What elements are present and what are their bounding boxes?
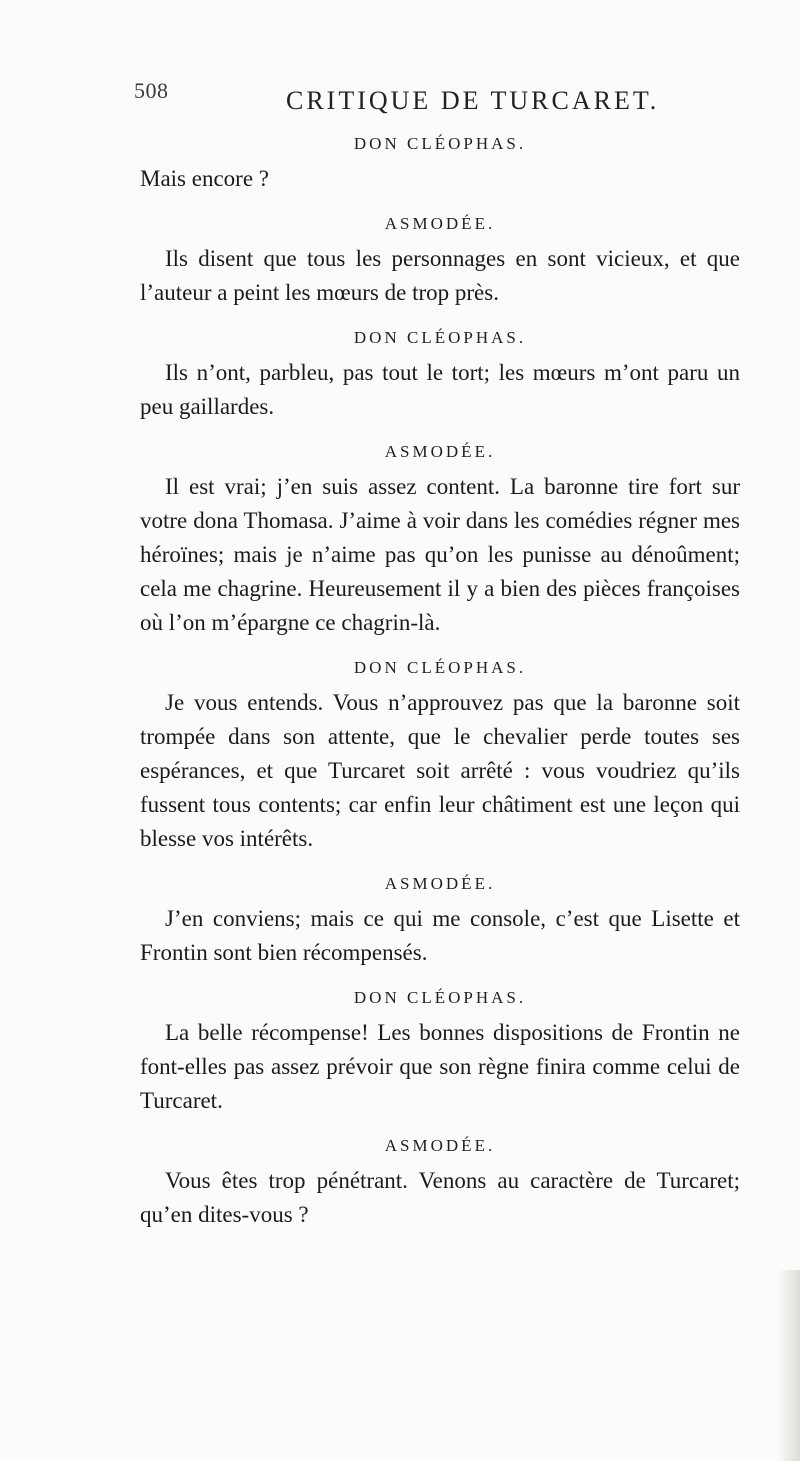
speaker-label: ASMODÉE. bbox=[384, 442, 496, 461]
page-edge-shadow bbox=[778, 1270, 800, 1461]
speaker-label: ASMODÉE. bbox=[384, 1136, 496, 1155]
running-title: CRITIQUE DE TURCARET. bbox=[286, 86, 660, 115]
dialogue-text bbox=[140, 126, 740, 1242]
speaker-label: DON CLÉOPHAS. bbox=[353, 134, 527, 153]
page-number: 508 bbox=[134, 78, 169, 103]
speech-paragraph: Il est vrai; j’en suis assez content. La baronne tire fort sur votre dona Thomasa. J’aime à voir dans les comédies régner mes héroïnes; mais je n’aime pas qu’on les punisse au dénoûment; cela me chagrine. Heureusement il y a bien des pièces françoises où l’on m’épargne ce chagrin-là. bbox=[140, 474, 740, 635]
speech-paragraph: Ils disent que tous les personnages en sont vicieux, et que l’auteur a peint les mœurs de trop près. bbox=[140, 246, 740, 305]
speech-paragraph: Vous êtes trop pénétrant. Venons au caractère de Turcaret; qu’en dites-vous ? bbox=[140, 1168, 740, 1227]
speech-paragraph: J’en conviens; mais ce qui me console, c’est que Lisette et Frontin sont bien récompensés. bbox=[140, 906, 740, 965]
speaker-label: DON CLÉOPHAS. bbox=[353, 988, 527, 1007]
speech-paragraph: Ils n’ont, parbleu, pas tout le tort; les mœurs m’ont paru un peu gaillardes. bbox=[140, 360, 740, 419]
speech-paragraph: Je vous entends. Vous n’approuvez pas que la baronne soit trompée dans son attente, que le chevalier perde toutes ses espérances, et que Turcaret soit arrêté : vous voudriez qu’ils fussent tous contents; car enfin leur châtiment est une leçon qui blesse vos intérêts. bbox=[140, 690, 740, 851]
speaker-label: DON CLÉOPHAS. bbox=[353, 328, 527, 347]
speaker-label: DON CLÉOPHAS. bbox=[353, 658, 527, 677]
speaker-label: ASMODÉE. bbox=[384, 214, 496, 233]
speech-paragraph: Mais encore ? bbox=[140, 166, 269, 191]
speech-paragraph: La belle récompense! Les bonnes dispositions de Frontin ne font-elles pas assez prévoir que son règne finira comme celui de Turcaret. bbox=[140, 1020, 740, 1113]
speaker-label: ASMODÉE. bbox=[384, 874, 496, 893]
